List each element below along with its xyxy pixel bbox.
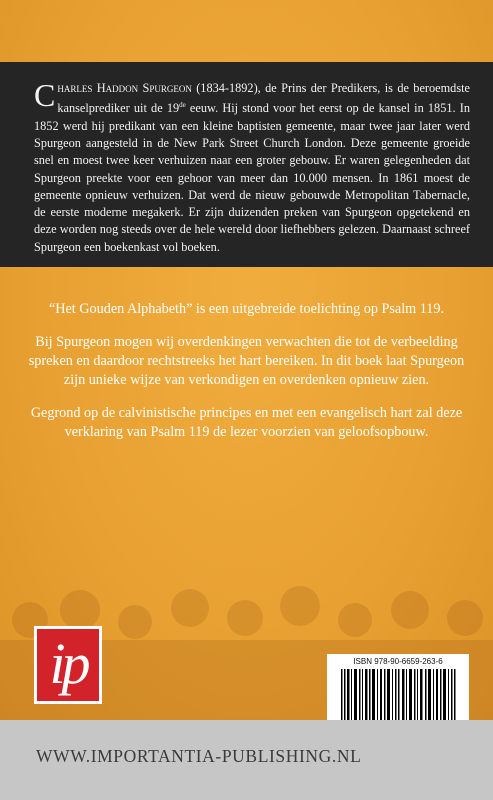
blurb-paragraph-3: Gegrond op de calvinistische principes en met een evangelisch hart zal deze verklaring van Psalm 119 de lezer voorzien van geloofsopbouw. (30, 405, 463, 440)
blurb-paragraph-1: “Het Gouden Alphabeth” is een uitgebreide toelichting op Psalm 119. (48, 301, 445, 317)
bio-text-rest: eeuw. Hij stond voor het eerst op de kansel in 1851. In 1852 werd hij predikant van een kleine baptisten gemeente, maar twee jaar later werd Spurgeon aangesteld in de New Park Street Church London. Deze gemeente groeide snel en moest twee keer verhuizen naar een groter gebouw. Er waren gelegenheden dat Spurgeon preekte voor een gehoor van meer dan 10.000 mensen. In 1861 moest de gemeente opnieuw verhuizen. Dat werd de nieuw gebouwde Metropolitan Tabernacle, de eerste moderne megakerk. Er zijn duizenden preken van Spurgeon opgetekend en deze worden nog steeds over de hele wereld door liefhebbers gelezen. Daarnaast schreef Spurgeon een boekenkast vol boeken. (34, 101, 470, 254)
century-superscript: de (179, 101, 186, 110)
publisher-website: WWW.IMPORTANTIA-PUBLISHING.NL (36, 746, 362, 766)
blurb-paragraph-2: Bij Spurgeon mogen wij overdenkingen verwachten die tot de verbeelding spreken en daardoor rechtstreeks het hart bereiken. In dit boek laat Spurgeon zijn unieke wijze van verkondigen en overdenken opnieuw zien. (28, 334, 465, 388)
book-blurb (20, 300, 473, 456)
author-name: harles Haddon Spurgeon (57, 81, 192, 95)
isbn-number: ISBN 978-90-6659-263-6 (353, 657, 443, 666)
bio-text-start: (1834-1892), de Prins der Predikers, is de beroemdste kanselprediker uit de 19 (57, 81, 470, 116)
author-biography (34, 77, 470, 256)
logo-letters: ip (49, 631, 87, 696)
publisher-logo (34, 626, 102, 704)
logo-red-square (37, 629, 99, 701)
drop-cap: C (34, 77, 56, 113)
